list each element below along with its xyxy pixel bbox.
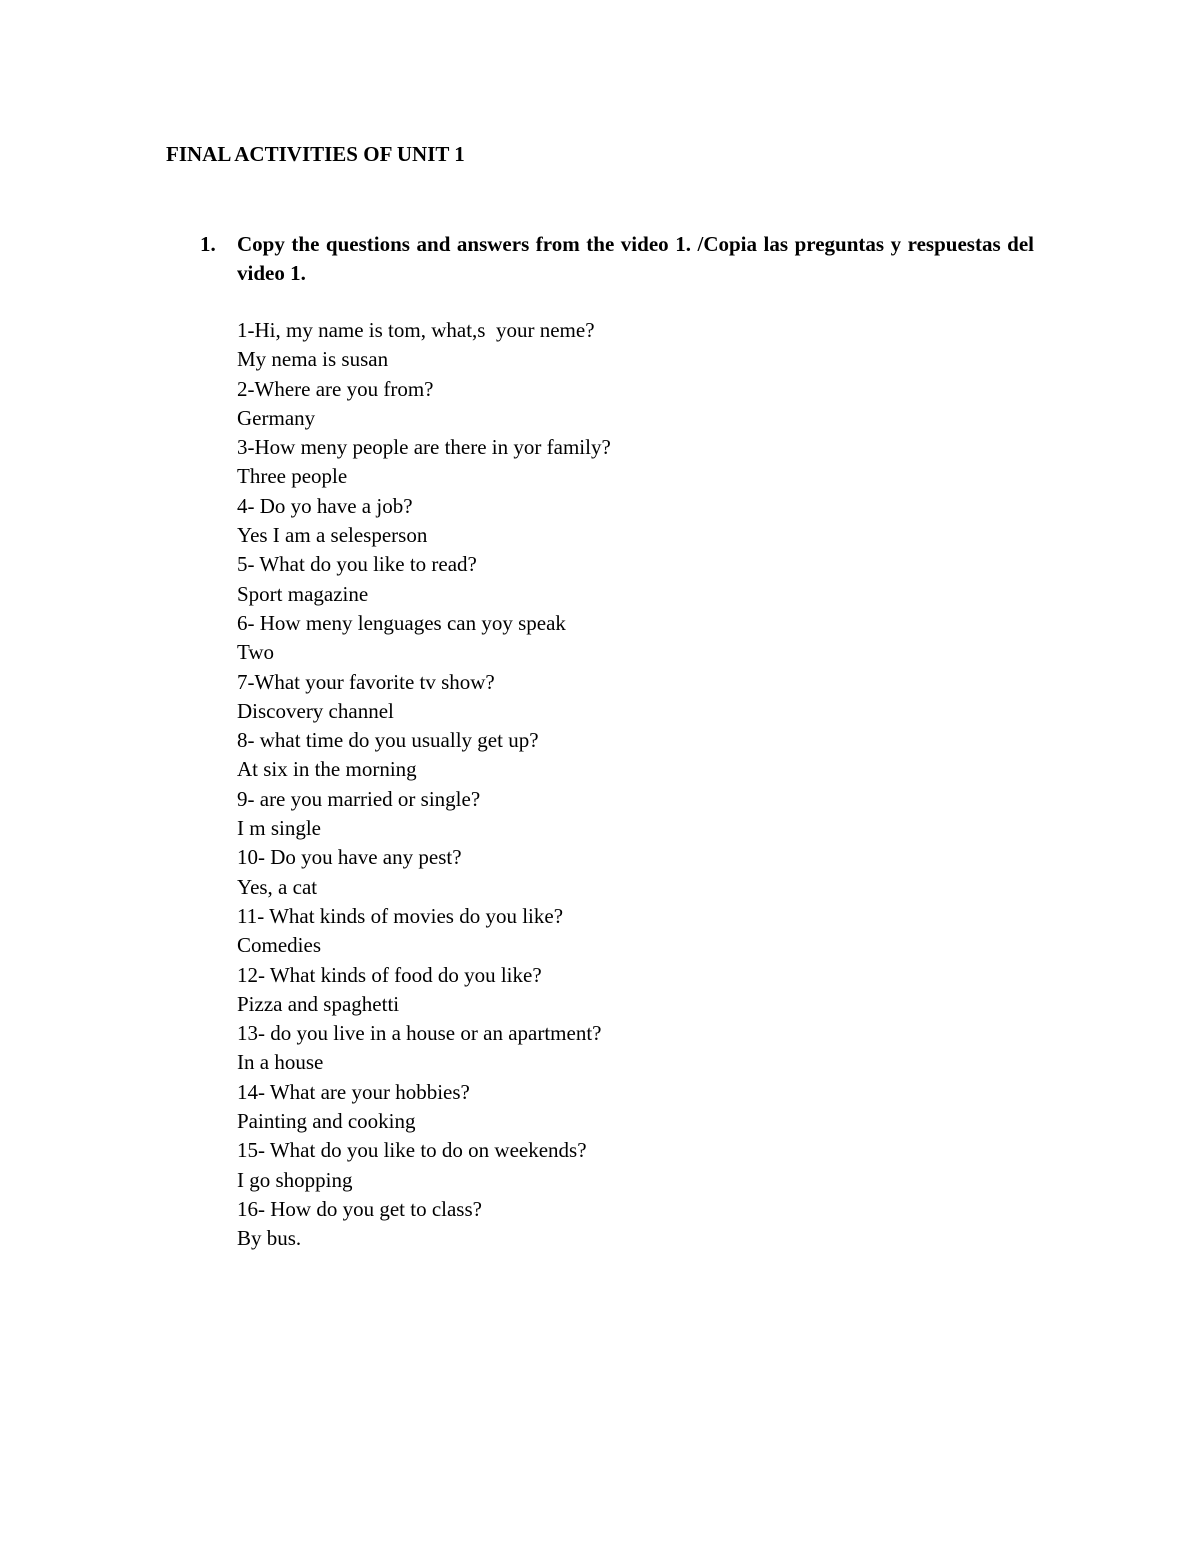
answer-line: In a house xyxy=(237,1050,324,1075)
answer-line: Two xyxy=(237,640,275,665)
document-title: FINAL ACTIVITIES OF UNIT 1 xyxy=(166,142,465,166)
answer-line: My nema is susan xyxy=(237,347,389,372)
question-line: 2-Where are you from? xyxy=(237,376,434,401)
answer-line: By bus. xyxy=(237,1226,302,1251)
answer-line: I m single xyxy=(237,816,321,841)
qa-list xyxy=(237,316,611,1254)
question-line: 13- do you live in a house or an apartment? xyxy=(237,1021,602,1046)
question-line: 3-How meny people are there in yor family? xyxy=(237,435,611,460)
question-line: 8- what time do you usually get up? xyxy=(237,728,539,753)
question-line: 11- What kinds of movies do you like? xyxy=(237,903,564,928)
question-line: 6- How meny lenguages can yoy speak xyxy=(237,610,566,635)
answer-line: Discovery channel xyxy=(237,698,394,723)
question-line: 15- What do you like to do on weekends? xyxy=(237,1138,587,1163)
answer-line: Painting and cooking xyxy=(237,1109,416,1134)
question-line: 12- What kinds of food do you like? xyxy=(237,962,542,987)
question-line: 16- How do you get to class? xyxy=(237,1196,482,1221)
question-line: 14- What are your hobbies? xyxy=(237,1079,470,1104)
question-line: 5- What do you like to read? xyxy=(237,552,477,577)
instruction-number: 1. xyxy=(200,232,216,256)
answer-line: Yes I am a selesperson xyxy=(237,523,428,548)
answer-line: Pizza and spaghetti xyxy=(237,991,400,1016)
answer-line: Germany xyxy=(237,405,316,430)
question-line: 9- are you married or single? xyxy=(237,786,481,811)
answer-line: I go shopping xyxy=(237,1167,353,1192)
question-line: 7-What your favorite tv show? xyxy=(237,669,495,694)
instruction-text: Copy the questions and answers from the video 1. /Copia las preguntas y respuestas del video 1. xyxy=(237,232,1034,285)
question-line: 1-Hi, my name is tom, what,s your neme? xyxy=(237,318,595,342)
question-line: 4- Do yo have a job? xyxy=(237,493,413,518)
answer-line: Comedies xyxy=(237,933,321,958)
instruction-item xyxy=(200,230,1034,288)
answer-line: At six in the morning xyxy=(237,757,417,782)
answer-line: Sport magazine xyxy=(237,581,369,606)
answer-line: Yes, a cat xyxy=(237,874,318,899)
answer-line: Three people xyxy=(237,464,348,489)
question-line: 10- Do you have any pest? xyxy=(237,845,462,870)
